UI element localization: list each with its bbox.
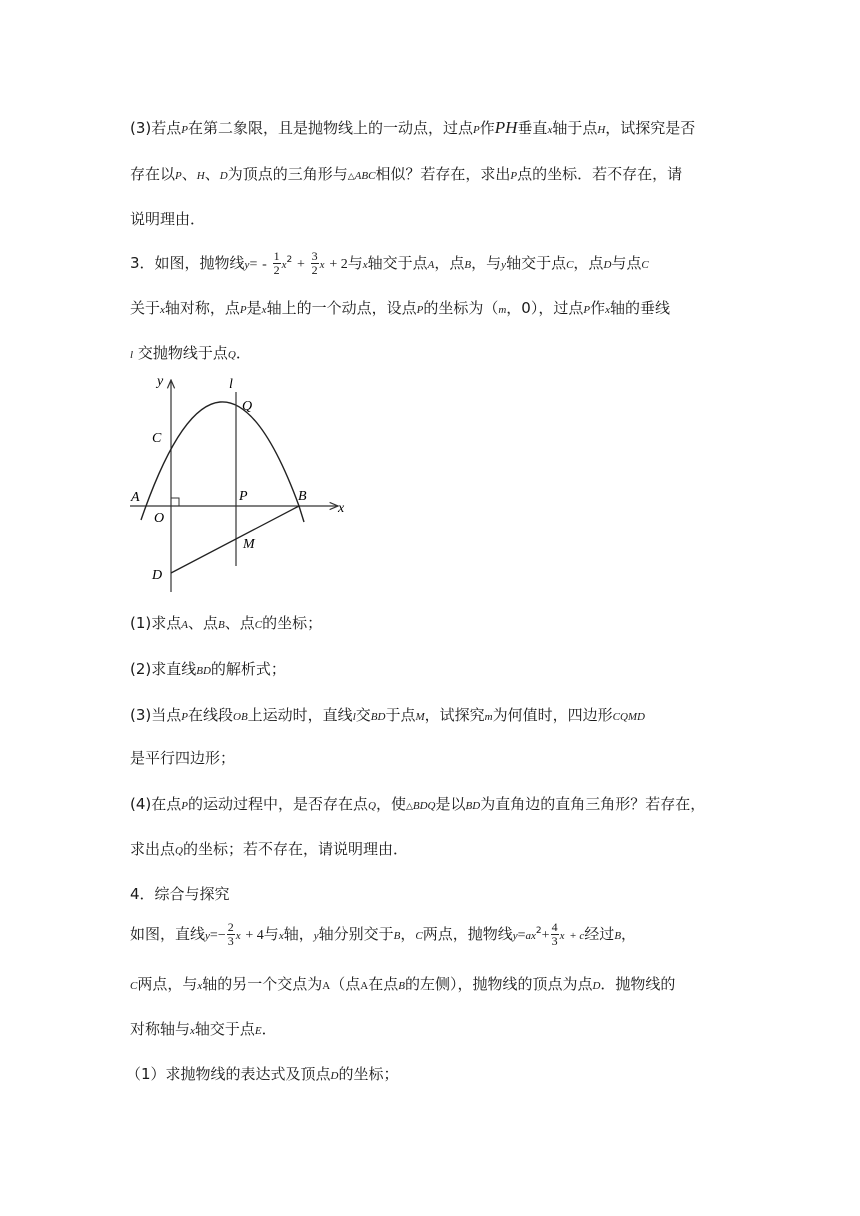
math-var: CQMD — [612, 711, 645, 723]
math-var: P — [181, 711, 188, 723]
math-term: + c — [569, 930, 585, 942]
text: 说明理由． — [130, 210, 206, 228]
text: 4．综合与探究 — [130, 885, 230, 903]
text: 在第二象限，且是抛物线上的一动点，过点 — [187, 119, 473, 137]
math-var: Q — [227, 349, 236, 361]
math-var: P — [239, 304, 247, 316]
triangle-symbol: △ — [405, 802, 413, 812]
text: (1)求点 — [130, 614, 182, 632]
math-var: x — [605, 304, 610, 316]
math-op: − — [217, 928, 226, 943]
text: 于点 — [385, 706, 416, 724]
q3-part4-line1 — [130, 793, 740, 818]
triangle-symbol: △ — [347, 172, 355, 182]
text: (4)在点 — [130, 795, 182, 813]
q3-intro-line2 — [130, 297, 740, 321]
q3-part4-line2 — [130, 838, 740, 862]
text: 、 — [181, 165, 197, 183]
parabola-curve — [141, 402, 304, 522]
text: 相似？若存在，求出 — [375, 165, 511, 183]
denominator: 3 — [551, 934, 558, 948]
label-m: M — [243, 537, 255, 552]
math-var: C — [641, 259, 649, 271]
text: 关于 — [130, 299, 161, 317]
text: 与 — [263, 925, 279, 943]
text: 的运动过程中，是否存在点 — [187, 795, 368, 813]
text: 是以 — [435, 795, 466, 813]
math-op: = — [209, 928, 218, 943]
math-var: y — [244, 259, 250, 271]
math-var: l — [352, 711, 356, 723]
math-var: x — [559, 930, 565, 942]
text: ， — [621, 925, 637, 943]
text: （1）求抛物线的表达式及顶点 — [126, 1065, 331, 1083]
math-var: P — [416, 304, 424, 316]
math-op: + — [296, 257, 305, 272]
text: 为顶点的三角形与 — [227, 165, 348, 183]
text: ．抛物线的 — [600, 975, 676, 993]
math-var: P — [473, 124, 480, 136]
math-var: B — [398, 980, 405, 992]
text: 、 — [204, 165, 220, 183]
text: 轴交于点 — [506, 254, 567, 272]
text: 的坐标；若不存在，请说明理由． — [182, 840, 408, 858]
math-var: Q — [368, 800, 376, 812]
math-var: BD — [370, 711, 386, 723]
math-var: BD — [196, 665, 211, 677]
math-var: ABC — [354, 170, 376, 182]
math-var: y — [501, 259, 507, 271]
text: 是 — [246, 299, 262, 317]
text: 为何值时，四边形 — [492, 706, 613, 724]
q3-part2 — [130, 658, 740, 682]
math-var: x — [278, 930, 284, 942]
numerator: 1 — [273, 249, 280, 263]
math-var: ax — [525, 930, 536, 942]
denominator: 3 — [227, 934, 234, 948]
math-var: BD — [465, 800, 481, 812]
math-var: D — [592, 980, 601, 992]
label-c: C — [152, 431, 162, 446]
text: ，试探究 — [424, 706, 485, 724]
math-var: B — [218, 619, 225, 631]
q3-intro-line3 — [130, 342, 740, 366]
q3-part1 — [130, 612, 740, 636]
math-var: D — [330, 1070, 339, 1082]
math-var: y — [313, 930, 319, 942]
q4-line2 — [130, 973, 740, 997]
text: 作 — [590, 299, 606, 317]
text: 作 — [479, 119, 495, 137]
text: 的坐标为（ — [423, 299, 499, 317]
text: 、点 — [187, 614, 218, 632]
q4-line3 — [130, 1018, 740, 1042]
math-var: D — [603, 259, 612, 271]
fraction-three-halves — [311, 250, 319, 277]
text: （点 — [330, 975, 361, 993]
text: ， — [400, 925, 416, 943]
math-var: BDQ — [412, 800, 436, 812]
math-var: A — [427, 259, 435, 271]
q2-part3-line2 — [130, 163, 740, 188]
text: 与 — [347, 254, 363, 272]
parabola-figure — [126, 370, 356, 598]
math-var: P — [583, 304, 591, 316]
text: 3．如图，抛物线 — [130, 254, 245, 272]
text: ，点 — [573, 254, 604, 272]
label-l: l — [229, 377, 233, 392]
math-var: C — [254, 619, 263, 631]
text: 轴对称，点 — [164, 299, 240, 317]
math-var: x — [362, 259, 368, 271]
math-op: - — [262, 257, 267, 272]
label-q: Q — [242, 399, 253, 414]
numerator: 3 — [311, 249, 318, 263]
q4-line1 — [130, 920, 740, 954]
math-term: + 4 — [245, 928, 264, 943]
text: 轴的另一个交点为 — [202, 975, 323, 993]
text: 为直角边的直角三角形？若存在， — [480, 795, 706, 813]
text: 交 — [355, 706, 371, 724]
q3-part3-line2 — [130, 747, 740, 769]
fraction-four-thirds — [551, 921, 559, 948]
math-var: x — [261, 304, 267, 316]
text: 的坐标； — [262, 614, 323, 632]
text: ，与 — [471, 254, 502, 272]
math-var: x — [547, 124, 553, 136]
exponent: 2 — [286, 255, 293, 265]
math-op: + — [541, 928, 550, 943]
math-op: = — [249, 257, 258, 272]
math-var: l — [130, 349, 134, 361]
math-var: y — [205, 930, 210, 942]
math-var: y — [512, 930, 518, 942]
q4-part1 — [126, 1063, 736, 1087]
text: 交抛物线于点 — [137, 344, 228, 362]
math-var: x — [235, 930, 241, 942]
text: 求出点 — [130, 840, 176, 858]
math-op: = — [517, 928, 526, 943]
right-angle-mark — [171, 498, 179, 506]
text: 轴， — [283, 925, 314, 943]
q2-part3-line3 — [130, 208, 740, 230]
q4-title — [130, 883, 740, 905]
math-var: H — [196, 170, 205, 182]
text: 经过 — [584, 925, 615, 943]
math-var: E — [254, 1025, 262, 1037]
exponent: 2 — [535, 926, 542, 936]
text: 轴交于点 — [367, 254, 428, 272]
math-var: B — [464, 259, 472, 271]
math-var: B — [393, 930, 401, 942]
label-o: O — [154, 511, 165, 526]
text: 在线段 — [187, 706, 233, 724]
math-var: A — [322, 980, 331, 992]
math-term: + 2 — [329, 257, 348, 272]
math-var: C — [566, 259, 574, 271]
denominator: 2 — [273, 263, 280, 277]
text: 、点 — [224, 614, 255, 632]
text: 存在以 — [130, 165, 176, 183]
label-d: D — [152, 568, 163, 583]
text: (3)当点 — [130, 706, 182, 724]
label-a: A — [131, 490, 140, 505]
text: 在点 — [368, 975, 399, 993]
text: 两点，与 — [137, 975, 198, 993]
math-var: P — [510, 170, 518, 182]
math-var: P — [175, 170, 182, 182]
math-var: B — [614, 930, 622, 942]
text: 点的坐标．若不存在，请 — [517, 165, 683, 183]
q2-part3-line1 — [130, 117, 740, 141]
math-var: M — [415, 711, 425, 723]
q3-part3-line1 — [130, 704, 740, 728]
text: ，点 — [434, 254, 465, 272]
text: 对称轴与 — [130, 1020, 191, 1038]
numerator: 4 — [551, 920, 558, 934]
math-var: H — [597, 124, 606, 136]
fraction-two-thirds — [227, 921, 235, 948]
text: ，使 — [375, 795, 406, 813]
fraction-one-half — [273, 250, 281, 277]
math-var: x — [319, 259, 325, 271]
math-var: m — [484, 711, 493, 723]
text: (3)若点 — [130, 119, 182, 137]
math-var: A — [181, 619, 188, 631]
text: 轴于点 — [552, 119, 598, 137]
math-var: x — [160, 304, 165, 316]
text: 是平行四边形； — [130, 749, 236, 767]
text: 如图，直线 — [130, 925, 206, 943]
text: (2)求直线 — [130, 660, 197, 678]
text: 的左侧），抛物线的顶点为点 — [404, 975, 593, 993]
text: 轴分别交于 — [318, 925, 394, 943]
text: 轴上的一个动点，设点 — [266, 299, 417, 317]
math-var: PH — [494, 118, 518, 137]
label-x: x — [338, 501, 345, 516]
math-var: C — [130, 980, 138, 992]
math-var: P — [181, 800, 188, 812]
text: ，0），过点 — [506, 299, 584, 317]
text: ，试探究是否 — [605, 119, 696, 137]
q3-intro-line1 — [130, 249, 740, 279]
math-var: D — [219, 170, 228, 182]
text: 轴交于点 — [194, 1020, 255, 1038]
denominator: 2 — [311, 263, 318, 277]
label-b: B — [298, 489, 307, 504]
text: 两点，抛物线 — [422, 925, 513, 943]
math-var: P — [181, 124, 188, 136]
text: 与点 — [611, 254, 642, 272]
text: 的坐标； — [338, 1065, 399, 1083]
text: 的解析式； — [210, 660, 286, 678]
math-var: C — [415, 930, 423, 942]
text: 轴的垂线 — [609, 299, 670, 317]
math-var: x — [190, 1025, 195, 1037]
math-var: x — [197, 980, 203, 992]
text: ． — [235, 344, 251, 362]
math-var: m — [498, 304, 507, 316]
text: 垂直 — [517, 119, 548, 137]
text: 上运动时，直线 — [247, 706, 353, 724]
label-y: y — [157, 374, 164, 389]
math-var: x — [281, 259, 287, 271]
text: ． — [261, 1020, 277, 1038]
label-p: P — [239, 489, 248, 504]
math-var: Q — [175, 845, 183, 857]
math-var: OB — [233, 711, 248, 723]
line-bd — [171, 506, 299, 573]
numerator: 2 — [227, 920, 234, 934]
math-var: A — [360, 980, 369, 992]
